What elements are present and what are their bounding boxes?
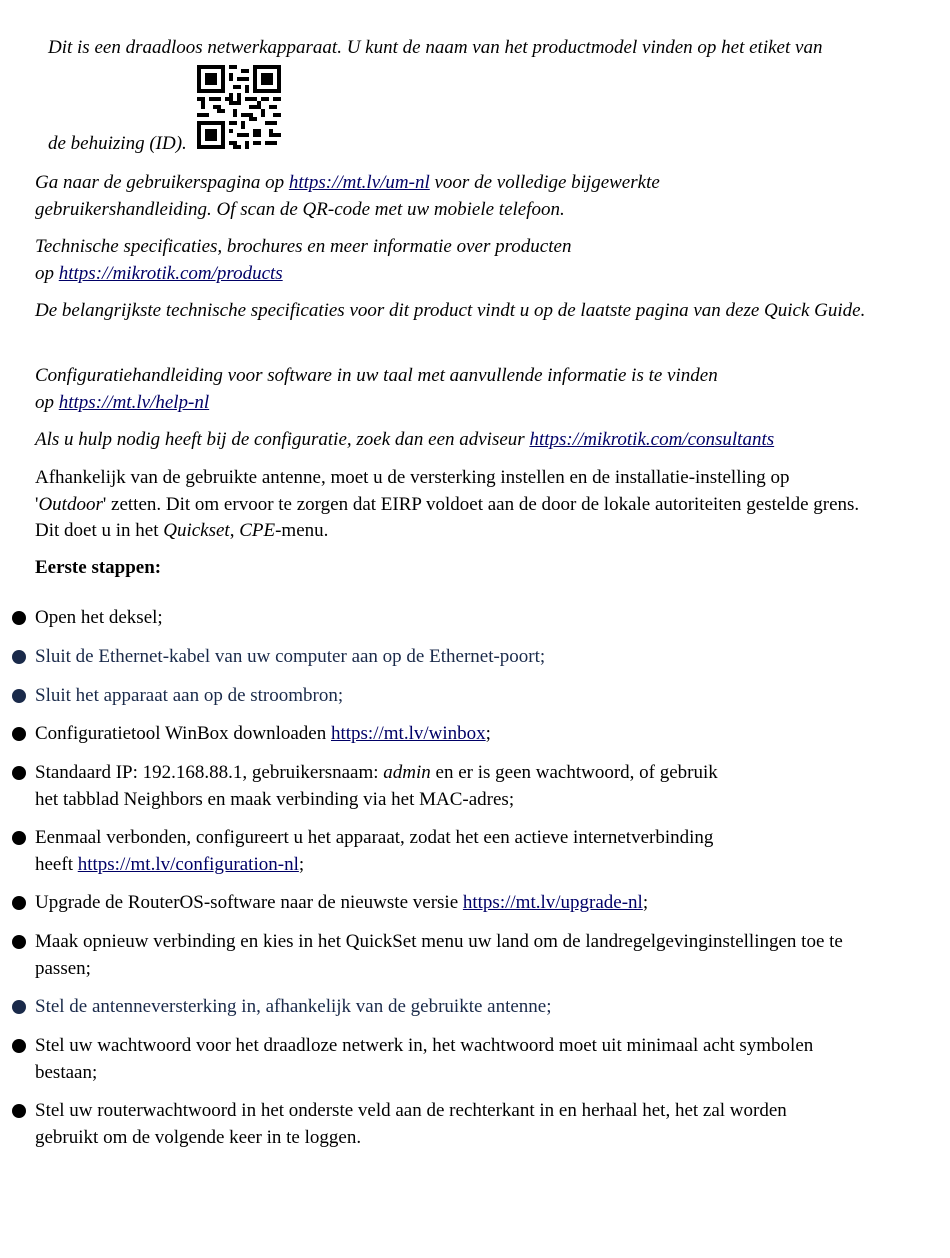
- list-item: Upgrade de RouterOS-software naar de nieuwste versie https://mt.lv/upgrade-nl;: [35, 892, 649, 913]
- configuration-link[interactable]: https://mt.lv/configuration-nl: [77, 853, 299, 875]
- bullet-icon: [12, 1104, 26, 1118]
- bullet-icon: [12, 650, 26, 664]
- help-paragraph: Configuratiehandleiding voor software in uw taal met aanvullende informatie is te vinden op https://mt.lv/help-nl: [35, 365, 718, 413]
- list-item: Maak opnieuw verbinding en kies in het QuickSet menu uw land om de landregelgevinginstellingen toe te passen;: [35, 931, 843, 979]
- list-item: Eenmaal verbonden, configureert u het apparaat, zodat het een actieve internetverbinding heeft https://mt.lv/configuration-nl;: [35, 827, 714, 875]
- bullet-icon: [12, 689, 26, 703]
- bullet-icon: [12, 831, 26, 845]
- qr-code-icon: [197, 65, 281, 149]
- list-item: Open het deksel;: [35, 607, 163, 628]
- products-link[interactable]: https://mikrotik.com/products: [58, 262, 283, 284]
- list-item: Sluit het apparaat aan op de stroombron;: [35, 685, 344, 706]
- upgrade-link[interactable]: https://mt.lv/upgrade-nl: [462, 892, 643, 913]
- list-item: Sluit de Ethernet-kabel van uw computer aan op de Ethernet-poort;: [35, 646, 546, 667]
- bullet-icon: [12, 727, 26, 741]
- antenna-paragraph: Afhankelijk van de gebruikte antenne, moet u de versterking instellen en de installatie-instelling op 'Outdoor' zetten. Dit om ervoor te zorgen dat EIRP voldoet aan de door de lokale autoriteiten gestelde grens. Dit doet u in het Quickset, CPE-menu.: [35, 467, 860, 541]
- consultants-link[interactable]: https://mikrotik.com/consultants: [529, 429, 775, 450]
- help-link[interactable]: https://mt.lv/help-nl: [58, 391, 210, 413]
- products-paragraph: Technische specificaties, brochures en meer informatie over producten op https://mikrotik.com/products: [35, 236, 572, 284]
- bullet-icon: [12, 1000, 26, 1014]
- section-heading: Eerste stappen:: [35, 557, 162, 578]
- list-item: Stel de antenneversterking in, afhankelijk van de gebruikte antenne;: [35, 996, 552, 1017]
- user-manual-link[interactable]: https://mt.lv/um-nl: [288, 172, 430, 193]
- intro-line-2: de behuizing (ID).: [48, 133, 187, 154]
- list-item: Stel uw routerwachtwoord in het onderste veld aan de rechterkant in en herhaal het, het zal worden gebruikt om de volgende keer in te loggen.: [35, 1100, 787, 1148]
- list-item: Configuratietool WinBox downloaden https://mt.lv/winbox;: [35, 723, 491, 744]
- consultants-paragraph: Als u hulp nodig heeft bij de configuratie, zoek dan een adviseur https://mikrotik.com/consultants: [35, 429, 775, 450]
- bullet-icon: [12, 611, 26, 625]
- list-item: Standaard IP: 192.168.88.1, gebruikersnaam: admin en er is geen wachtwoord, of gebruik het tabblad Neighbors en maak verbinding via het MAC-adres;: [35, 762, 718, 810]
- specs-paragraph: De belangrijkste technische specificaties voor dit product vindt u op de laatste pagina van deze Quick Guide.: [35, 300, 866, 321]
- bullet-icon: [12, 1039, 26, 1053]
- bullet-icon: [12, 896, 26, 910]
- list-item: Stel uw wachtwoord voor het draadloze netwerk in, het wachtwoord moet uit minimaal acht symbolen bestaan;: [35, 1035, 814, 1083]
- bullet-icon: [12, 766, 26, 780]
- bullet-icon: [12, 935, 26, 949]
- intro-line-1: Dit is een draadloos netwerkapparaat. U kunt de naam van het productmodel vinden op het etiket van: [48, 37, 823, 58]
- user-manual-paragraph: Ga naar de gebruikerspagina op https://mt.lv/um-nl voor de volledige bijgewerkte gebruikershandleiding. Of scan de QR-code met uw mobiele telefoon.: [35, 172, 660, 220]
- winbox-link[interactable]: https://mt.lv/winbox: [330, 723, 486, 744]
